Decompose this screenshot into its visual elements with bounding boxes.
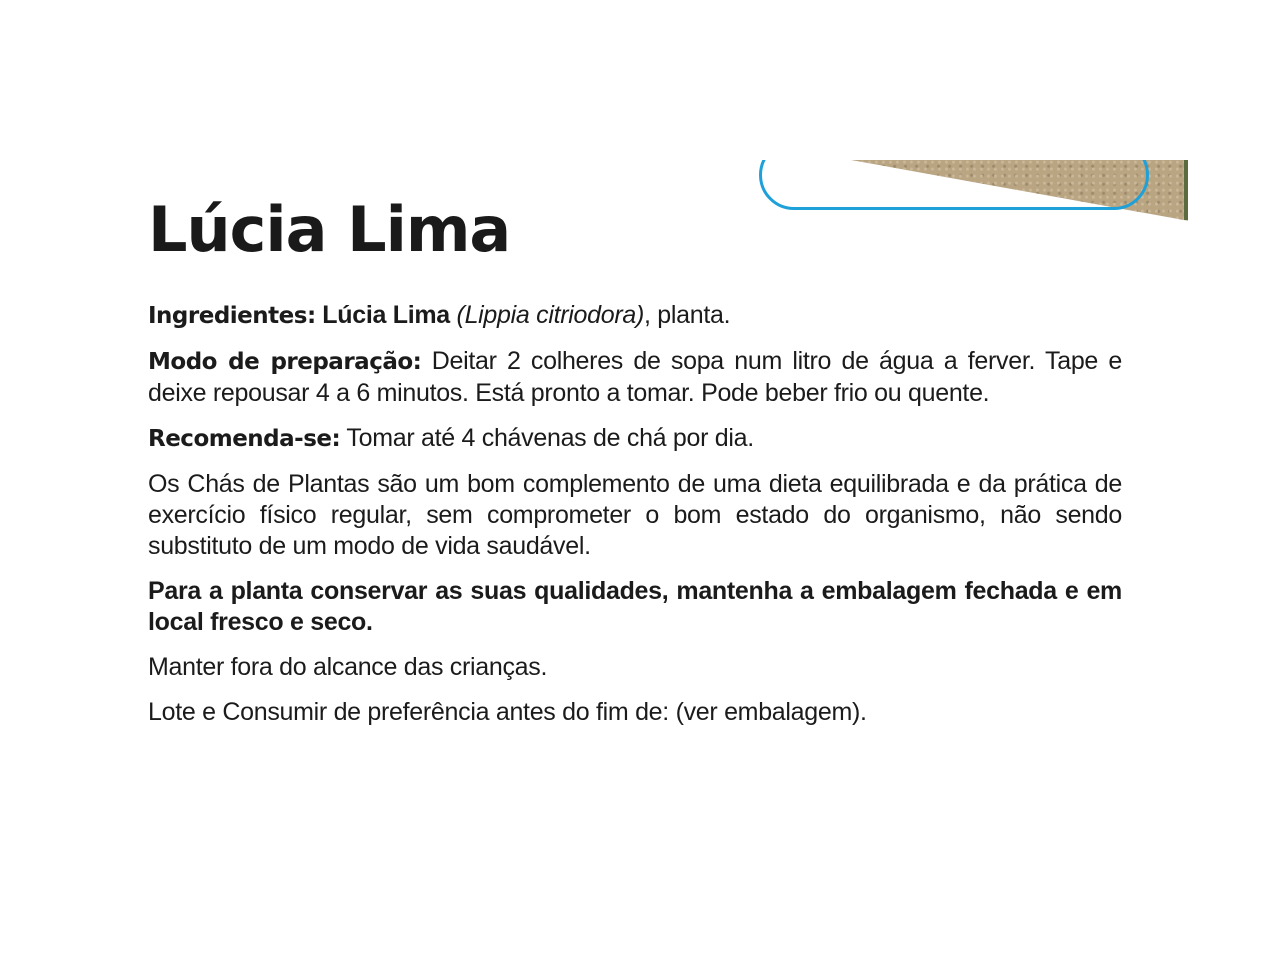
package-edge: [1184, 160, 1188, 220]
ingredients-paragraph: [148, 300, 1122, 332]
product-title: Lúcia Lima: [148, 193, 511, 266]
ingredients-label: Ingredientes:: [148, 303, 316, 329]
lot-expiry-note: Lote e Consumir de preferência antes do fim de: (ver embalagem).: [148, 698, 867, 726]
preparation-label: Modo de preparação:: [148, 349, 422, 375]
ingredient-latin-name: (Lippia citriodora): [456, 301, 644, 329]
ingredients-rest: , planta.: [644, 301, 731, 329]
storage-paragraph: Para a planta conservar as suas qualidades, mantenha a embalagem fechada e em local fresco e seco.: [148, 577, 1122, 636]
preparation-paragraph: [148, 346, 1122, 409]
complement-paragraph: Os Chás de Plantas são um bom complemento de uma dieta equilibrada e da prática de exercício físico regular, sem comprometer o bom estado do organismo, não sendo substituto de um modo de vida saudável.: [148, 470, 1122, 560]
recommendation-paragraph: [148, 423, 1122, 455]
recommendation-label: Recomenda-se:: [148, 426, 341, 452]
preparation-text: Deitar 2 colheres de sopa num litro de água a ferver. Tape e deixe repousar 4 a 6 minutos. Está pronto a tomar. Pode beber frio ou quente.: [148, 347, 1122, 407]
label-text-block: [148, 190, 1122, 742]
children-warning: Manter fora do alcance das crianças.: [148, 653, 548, 681]
ingredient-name: Lúcia Lima: [322, 301, 450, 329]
recommendation-text: Tomar até 4 chávenas de chá por dia.: [340, 424, 754, 452]
